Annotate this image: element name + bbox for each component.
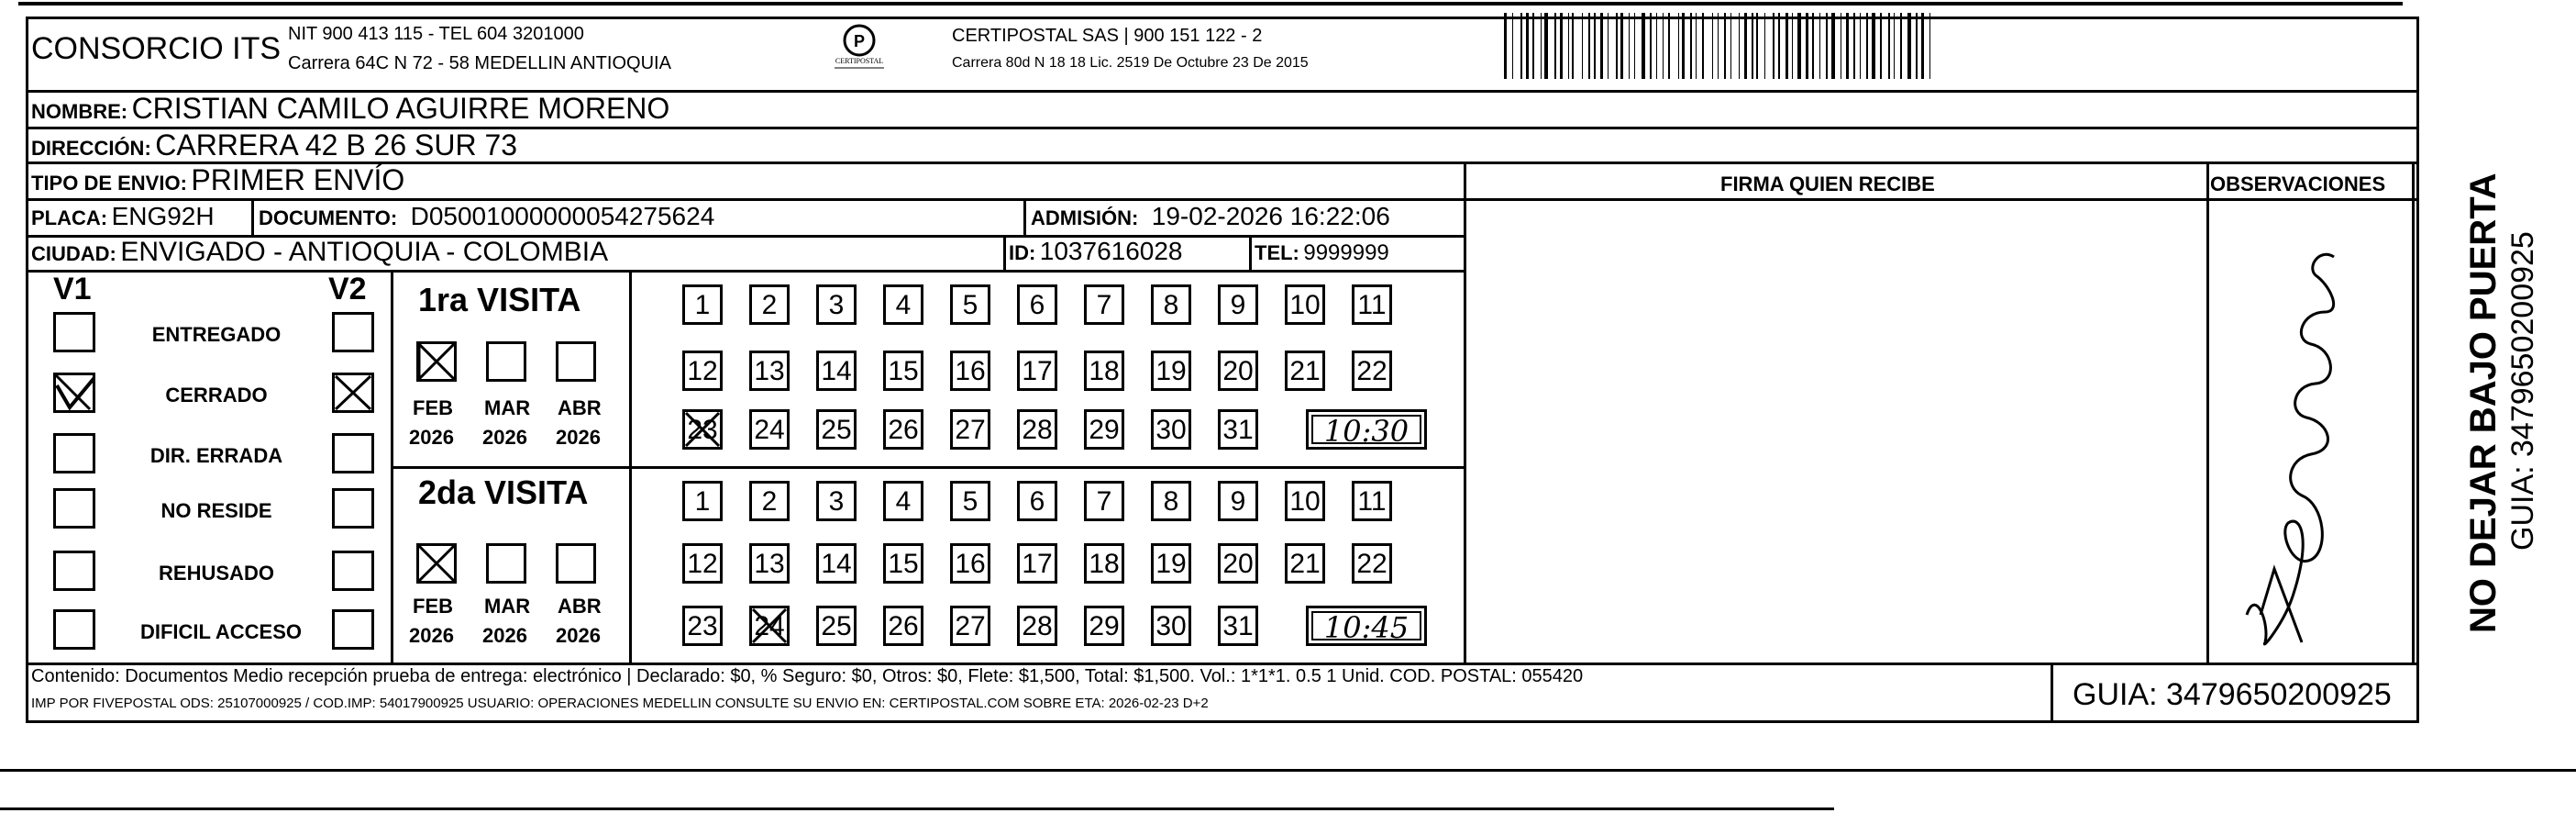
visita1-day-5[interactable]: 5 (950, 284, 990, 325)
v2-cerrado-checkbox[interactable] (332, 373, 374, 413)
admision-value: 19-02-2026 16:22:06 (1151, 202, 1390, 230)
nombre-value: CRISTIAN CAMILO AGUIRRE MORENO (131, 92, 670, 125)
rule (2206, 161, 2209, 663)
nombre-label: NOMBRE: (31, 100, 128, 123)
tel-label: TEL: (1255, 241, 1299, 264)
visita2-day-8[interactable]: 8 (1151, 481, 1191, 521)
visita1-day-31[interactable]: 31 (1218, 409, 1258, 450)
rule (251, 198, 254, 235)
placa-label: PLACA: (31, 206, 108, 229)
v2-no-reside-checkbox[interactable] (332, 488, 374, 529)
visita1-day-28[interactable]: 28 (1017, 409, 1057, 450)
visita2-day-27[interactable]: 27 (950, 606, 990, 646)
footer-imp: IMP POR FIVEPOSTAL ODS: 25107000925 / COD.IMP: 54017900925 USUARIO: OPERACIONES MEDELLIN CONSULTE SU ENVIO EN: CERTIPOSTAL.COM SOBRE ETA: 2026-02-23 D+2 (31, 696, 1209, 711)
rule (1003, 235, 1006, 270)
v2-header: V2 (328, 272, 367, 306)
side-guia: GUIA: 3479650200925 (2505, 231, 2540, 551)
visita1-time-value: 10:30 (1311, 415, 1421, 444)
visita2-day-9[interactable]: 9 (1218, 481, 1258, 521)
visita2-year-abr: 2026 (556, 624, 601, 647)
top-rule (18, 2, 2403, 6)
firma-label: FIRMA QUIEN RECIBE (1720, 173, 1935, 195)
documento-cell (259, 202, 714, 231)
visita1-day-18[interactable]: 18 (1084, 351, 1124, 391)
visita1-day-20[interactable]: 20 (1218, 351, 1258, 391)
visita2-day-17[interactable]: 17 (1017, 543, 1057, 584)
logo-text: CERTIPOSTAL (835, 57, 884, 65)
visita1-month-abr: ABR (558, 396, 602, 419)
ciudad-value: ENVIGADO - ANTIOQUIA - COLOMBIA (120, 237, 609, 267)
direccion-value: CARRERA 42 B 26 SUR 73 (155, 128, 518, 161)
visita2-day-4[interactable]: 4 (883, 481, 923, 521)
cut-line (0, 807, 1834, 810)
rule (1464, 161, 1466, 663)
id-value: 1037616028 (1039, 237, 1183, 265)
visita1-day-29[interactable]: 29 (1084, 409, 1124, 450)
company-name: CONSORCIO ITS (31, 31, 282, 66)
visita2-month-feb-checkbox[interactable] (416, 543, 457, 584)
tipo-envio-label: TIPO DE ENVIO: (31, 172, 187, 195)
admision-label: ADMISIÓN: (1031, 206, 1139, 229)
visita1-day-21[interactable]: 21 (1285, 351, 1325, 391)
status-dificil-acceso: DIFICIL ACCESO (139, 620, 302, 643)
visita2-title: 2da VISITA (418, 473, 589, 511)
visita1-day-10[interactable]: 10 (1285, 284, 1325, 325)
visita1-day-4[interactable]: 4 (883, 284, 923, 325)
observaciones-label: OBSERVACIONES (2210, 173, 2386, 195)
v2-dir-errada-checkbox[interactable] (332, 433, 374, 473)
documento-label: DOCUMENTO: (259, 206, 398, 229)
visita1-year-abr: 2026 (556, 426, 601, 449)
visita1-day-3[interactable]: 3 (816, 284, 857, 325)
visita1-title: 1ra VISITA (418, 281, 581, 318)
footer-guia: GUIA: 3479650200925 (2073, 677, 2392, 712)
visita2-day-22[interactable]: 22 (1352, 543, 1392, 584)
direccion-label: DIRECCIÓN: (31, 137, 151, 160)
v1-dir-errada-checkbox[interactable] (53, 433, 95, 473)
visita1-year-mar: 2026 (482, 426, 527, 449)
visita2-day-6[interactable]: 6 (1017, 481, 1057, 521)
rule (1249, 235, 1252, 270)
cut-line (0, 769, 2576, 772)
v1-cerrado-checkbox[interactable] (53, 373, 95, 413)
tel-cell (1255, 240, 1389, 266)
visita1-day-14[interactable]: 14 (816, 351, 857, 391)
visita1-day-27[interactable]: 27 (950, 409, 990, 450)
visita1-day-15[interactable]: 15 (883, 351, 923, 391)
rule (2412, 161, 2415, 663)
status-dir-errada: DIR. ERRADA (149, 444, 283, 467)
visita2-month-feb: FEB (413, 595, 453, 618)
rule (26, 663, 2419, 665)
footer-contenido: Contenido: Documentos Medio recepción prueba de entrega: electrónico | Declarado: $0, % Seguro: $0, Otros: $0, Flete: $1,500, Total: $1,500. Vol.: 1*1*1. 0.5 1 Unid. COD. POSTAL: 055420 (31, 666, 1584, 686)
rule (1023, 198, 1026, 235)
visita1-day-30[interactable]: 30 (1151, 409, 1191, 450)
v1-rehusado-checkbox[interactable] (53, 551, 95, 591)
documento-value: D05001000000054275624 (410, 202, 715, 230)
visita1-year-feb: 2026 (409, 426, 454, 449)
status-entregado: ENTREGADO (151, 323, 282, 346)
visita2-day-31[interactable]: 31 (1218, 606, 1258, 646)
visita1-month-feb: FEB (413, 396, 453, 419)
visita1-day-16[interactable]: 16 (950, 351, 990, 391)
tel-value: 9999999 (1303, 240, 1389, 265)
id-cell (1009, 237, 1183, 266)
placa-cell (31, 202, 215, 231)
signature (2238, 239, 2357, 652)
v1-header: V1 (53, 272, 92, 306)
visita1-month-feb-checkbox[interactable] (416, 341, 457, 382)
visita2-day-15[interactable]: 15 (883, 543, 923, 584)
visita2-day-1[interactable]: 1 (682, 481, 723, 521)
rule (391, 466, 1464, 469)
visita1-day-7[interactable]: 7 (1084, 284, 1124, 325)
visita1-time[interactable] (1306, 409, 1427, 450)
visita1-day-13[interactable]: 13 (749, 351, 790, 391)
v1-dificil-acceso-checkbox[interactable] (53, 609, 95, 650)
visita2-day-11[interactable]: 11 (1352, 481, 1392, 521)
visita2-day-7[interactable]: 7 (1084, 481, 1124, 521)
visita2-day-12[interactable]: 12 (682, 543, 723, 584)
visita2-day-24[interactable]: 24 (749, 606, 790, 646)
status-rehusado: REHUSADO (159, 562, 274, 585)
visita2-day-16[interactable]: 16 (950, 543, 990, 584)
visita1-day-12[interactable]: 12 (682, 351, 723, 391)
visita2-day-3[interactable]: 3 (816, 481, 857, 521)
visita2-day-21[interactable]: 21 (1285, 543, 1325, 584)
visita2-time-value: 10:45 (1311, 611, 1421, 640)
visita1-day-17[interactable]: 17 (1017, 351, 1057, 391)
tipo-envio-row (31, 163, 404, 197)
visita1-day-8[interactable]: 8 (1151, 284, 1191, 325)
status-cerrado: CERRADO (165, 384, 268, 406)
nombre-row (31, 92, 669, 126)
visita1-day-22[interactable]: 22 (1352, 351, 1392, 391)
id-label: ID: (1009, 241, 1036, 264)
visita2-year-feb: 2026 (409, 624, 454, 647)
visita1-day-23[interactable]: 23 (682, 409, 723, 450)
company-address: Carrera 64C N 72 - 58 MEDELLIN ANTIOQUIA (288, 53, 671, 73)
v2-entregado-checkbox[interactable] (332, 312, 374, 352)
visita2-day-14[interactable]: 14 (816, 543, 857, 584)
v1-no-reside-checkbox[interactable] (53, 488, 95, 529)
ciudad-label: CIUDAD: (31, 242, 116, 265)
visita2-day-30[interactable]: 30 (1151, 606, 1191, 646)
rule (26, 198, 2419, 201)
visita2-day-26[interactable]: 26 (883, 606, 923, 646)
visita2-day-19[interactable]: 19 (1151, 543, 1191, 584)
visita2-time[interactable] (1306, 606, 1427, 646)
visita1-day-2[interactable]: 2 (749, 284, 790, 325)
visita2-month-mar-checkbox[interactable] (486, 543, 526, 584)
svg-text:P: P (853, 32, 866, 50)
visita2-month-mar: MAR (484, 595, 531, 618)
visita1-day-11[interactable]: 11 (1352, 284, 1392, 325)
v1-entregado-checkbox[interactable] (53, 312, 95, 352)
rule (26, 270, 1465, 273)
direccion-row (31, 128, 517, 162)
carrier-address: Carrera 80d N 18 18 Lic. 2519 De Octubre 23 De 2015 (952, 55, 1309, 71)
v2-rehusado-checkbox[interactable] (332, 551, 374, 591)
visita2-day-13[interactable]: 13 (749, 543, 790, 584)
visita1-month-abr-checkbox[interactable] (556, 341, 596, 382)
visita2-day-18[interactable]: 18 (1084, 543, 1124, 584)
visita2-month-abr-checkbox[interactable] (556, 543, 596, 584)
visita1-day-19[interactable]: 19 (1151, 351, 1191, 391)
visita2-day-10[interactable]: 10 (1285, 481, 1325, 521)
admision-cell (1031, 202, 1390, 231)
rule (2051, 663, 2053, 723)
placa-value: ENG92H (111, 202, 215, 230)
ciudad-cell (31, 237, 608, 268)
visita2-day-29[interactable]: 29 (1084, 606, 1124, 646)
visita2-day-5[interactable]: 5 (950, 481, 990, 521)
no-dejar-bajo-puerta: NO DEJAR BAJO PUERTA (2463, 173, 2504, 633)
visita1-day-25[interactable]: 25 (816, 409, 857, 450)
visita1-day-1[interactable]: 1 (682, 284, 723, 325)
visita1-day-9[interactable]: 9 (1218, 284, 1258, 325)
visita1-day-6[interactable]: 6 (1017, 284, 1057, 325)
visita2-day-23[interactable]: 23 (682, 606, 723, 646)
carrier-name: CERTIPOSTAL SAS | 900 151 122 - 2 (952, 26, 1263, 46)
visita1-day-24[interactable]: 24 (749, 409, 790, 450)
visita1-day-26[interactable]: 26 (883, 409, 923, 450)
visita2-month-abr: ABR (558, 595, 602, 618)
visita2-day-2[interactable]: 2 (749, 481, 790, 521)
visita2-day-25[interactable]: 25 (816, 606, 857, 646)
v2-dificil-acceso-checkbox[interactable] (332, 609, 374, 650)
company-nit: NIT 900 413 115 - TEL 604 3201000 (288, 24, 584, 44)
status-no-reside: NO RESIDE (160, 499, 272, 522)
visita2-day-28[interactable]: 28 (1017, 606, 1057, 646)
visita1-month-mar: MAR (484, 396, 531, 419)
visita2-year-mar: 2026 (482, 624, 527, 647)
tipo-envio-value: PRIMER ENVÍO (191, 163, 405, 196)
visita1-month-mar-checkbox[interactable] (486, 341, 526, 382)
visita2-day-20[interactable]: 20 (1218, 543, 1258, 584)
